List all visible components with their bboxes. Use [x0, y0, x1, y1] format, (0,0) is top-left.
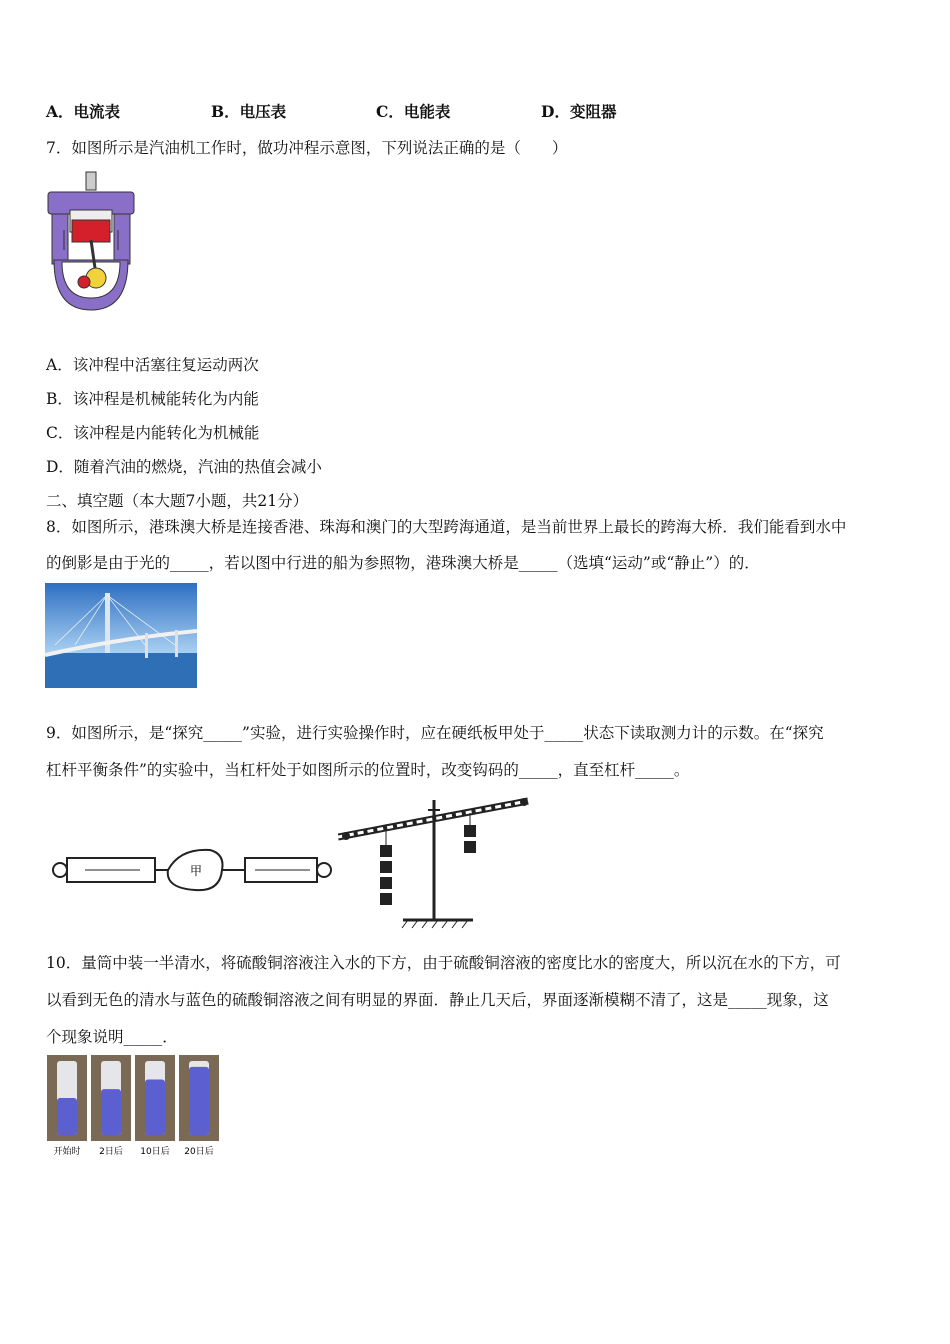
card-label: 甲 [190, 864, 203, 878]
q10-line3: 个现象说明_____． [46, 1028, 178, 1046]
q6-option-b: B．电压表 [211, 102, 287, 121]
lever-diagram [338, 795, 533, 935]
q10-line1: 10．量筒中装一半清水，将硫酸铜溶液注入水的下方，由于硫酸铜溶液的密度比水的密度大，所以沉在水的下方，可 [46, 954, 841, 972]
tube-2 [91, 1055, 131, 1157]
tube-label: 20日后 [184, 1147, 214, 1157]
tube-3 [135, 1055, 175, 1157]
q7-option-d: D．随着汽油的燃烧，汽油的热值会减小 [46, 458, 322, 476]
section2-title: 二、填空题（本大题7小题，共21分） [46, 492, 309, 510]
q7-stem: 7．如图所示是汽油机工作时，做功冲程示意图，下列说法正确的是（ ） [46, 139, 568, 157]
diffusion-tubes [46, 1055, 221, 1160]
q6-option-d: D．变阻器 [541, 102, 617, 121]
tube-label: 10日后 [140, 1147, 170, 1157]
q9-line1: 9．如图所示，是“探究_____”实验，进行实验操作时，应在硬纸板甲处于_____状态下读取测力计的示数。在“探究 [46, 724, 824, 742]
bridge-photo [45, 583, 197, 688]
q7-option-a: A．该冲程中活塞往复运动两次 [46, 356, 259, 374]
q6-option-c: C．电能表 [376, 102, 451, 121]
tube-4 [179, 1055, 219, 1157]
tube-1 [47, 1055, 87, 1157]
tube-label: 开始时 [53, 1147, 81, 1157]
q6-options [46, 100, 746, 124]
q10-line2: 以看到无色的清水与蓝色的硫酸铜溶液之间有明显的界面．静止几天后，界面逐渐模糊不清了，这是_____现象，这 [46, 991, 829, 1009]
force-balance-diagram [50, 840, 335, 900]
q8-line1: 8．如图所示，港珠澳大桥是连接香港、珠海和澳门的大型跨海通道，是当前世界上最长的跨海大桥．我们能看到水中 [46, 518, 847, 536]
q8-line2: 的倒影是由于光的_____，若以图中行进的船为参照物，港珠澳大桥是_____（选填“运动”或“静止”）的． [46, 554, 760, 572]
q9-line2: 杠杆平衡条件”的实验中，当杠杆处于如图所示的位置时，改变钩码的_____，直至杠杆_____。 [46, 761, 690, 779]
q7-option-b: B．该冲程是机械能转化为内能 [46, 390, 259, 408]
engine-diagram [44, 170, 139, 315]
tube-label: 2日后 [99, 1147, 123, 1157]
q7-option-c: C．该冲程是内能转化为机械能 [46, 424, 260, 442]
q6-option-a: A．电流表 [46, 102, 121, 121]
